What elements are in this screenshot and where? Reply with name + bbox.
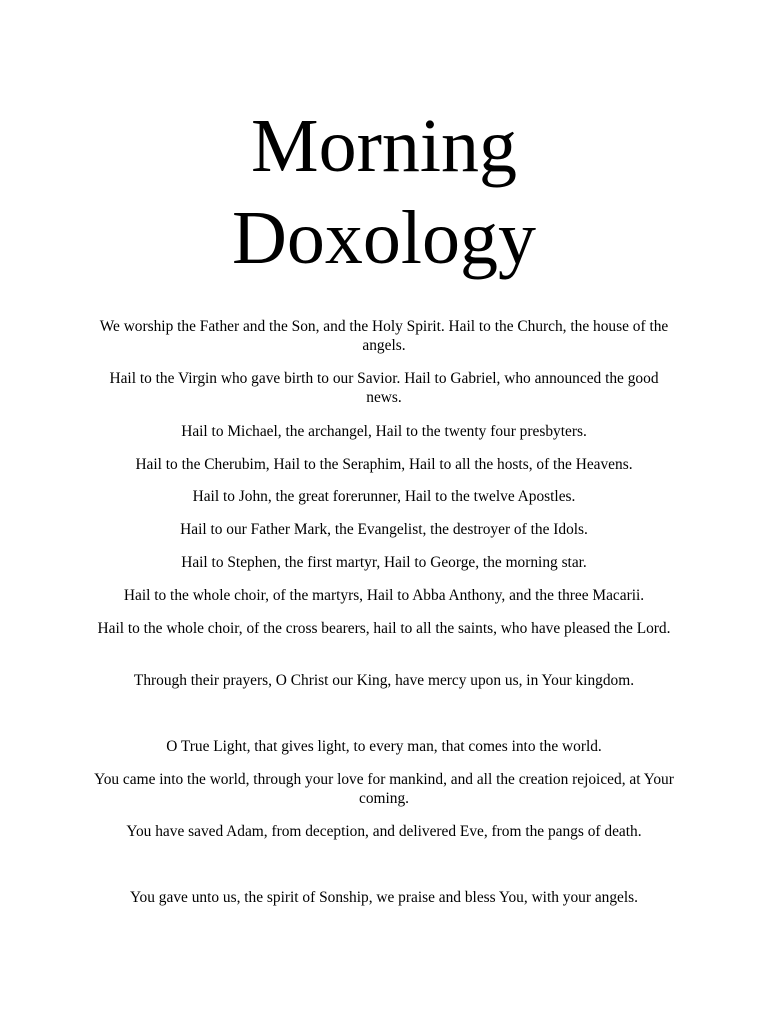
page-title <box>0 100 768 284</box>
paragraph-13: You have saved Adam, from deception, and delivered Eve, from the pangs of death. <box>126 823 642 840</box>
title-line-1: Morning <box>251 104 517 188</box>
title-line-2: Doxology <box>232 196 536 280</box>
paragraph-9: Hail to the whole choir, of the cross bearers, hail to all the saints, who have pleased the Lord. <box>97 620 671 637</box>
paragraph-2: Hail to the Virgin who gave birth to our Savior. Hail to Gabriel, who announced the good news. <box>109 370 659 406</box>
paragraph-3: Hail to Michael, the archangel, Hail to the twenty four presbyters. <box>181 423 587 440</box>
paragraph-14: You gave unto us, the spirit of Sonship, we praise and bless You, with your angels. <box>129 889 639 906</box>
paragraph-5: Hail to John, the great forerunner, Hail to the twelve Apostles. <box>192 488 576 505</box>
paragraph-12: You came into the world, through your love for mankind, and all the creation rejoiced, at Your coming. <box>94 771 674 807</box>
paragraph-11: O True Light, that gives light, to every man, that comes into the world. <box>166 738 602 755</box>
paragraph-6: Hail to our Father Mark, the Evangelist, the destroyer of the Idols. <box>180 521 588 538</box>
paragraph-8: Hail to the whole choir, of the martyrs, Hail to Abba Anthony, and the three Macarii. <box>123 587 645 604</box>
paragraph-4: Hail to the Cherubim, Hail to the Seraphim, Hail to all the hosts, of the Heavens. <box>135 456 633 473</box>
paragraph-10: Through their prayers, O Christ our King, have mercy upon us, in Your kingdom. <box>133 672 635 689</box>
paragraph-1: We worship the Father and the Son, and the Holy Spirit. Hail to the Church, the house of the angels. <box>99 318 669 354</box>
paragraph-7: Hail to Stephen, the first martyr, Hail to George, the morning star. <box>181 554 587 571</box>
